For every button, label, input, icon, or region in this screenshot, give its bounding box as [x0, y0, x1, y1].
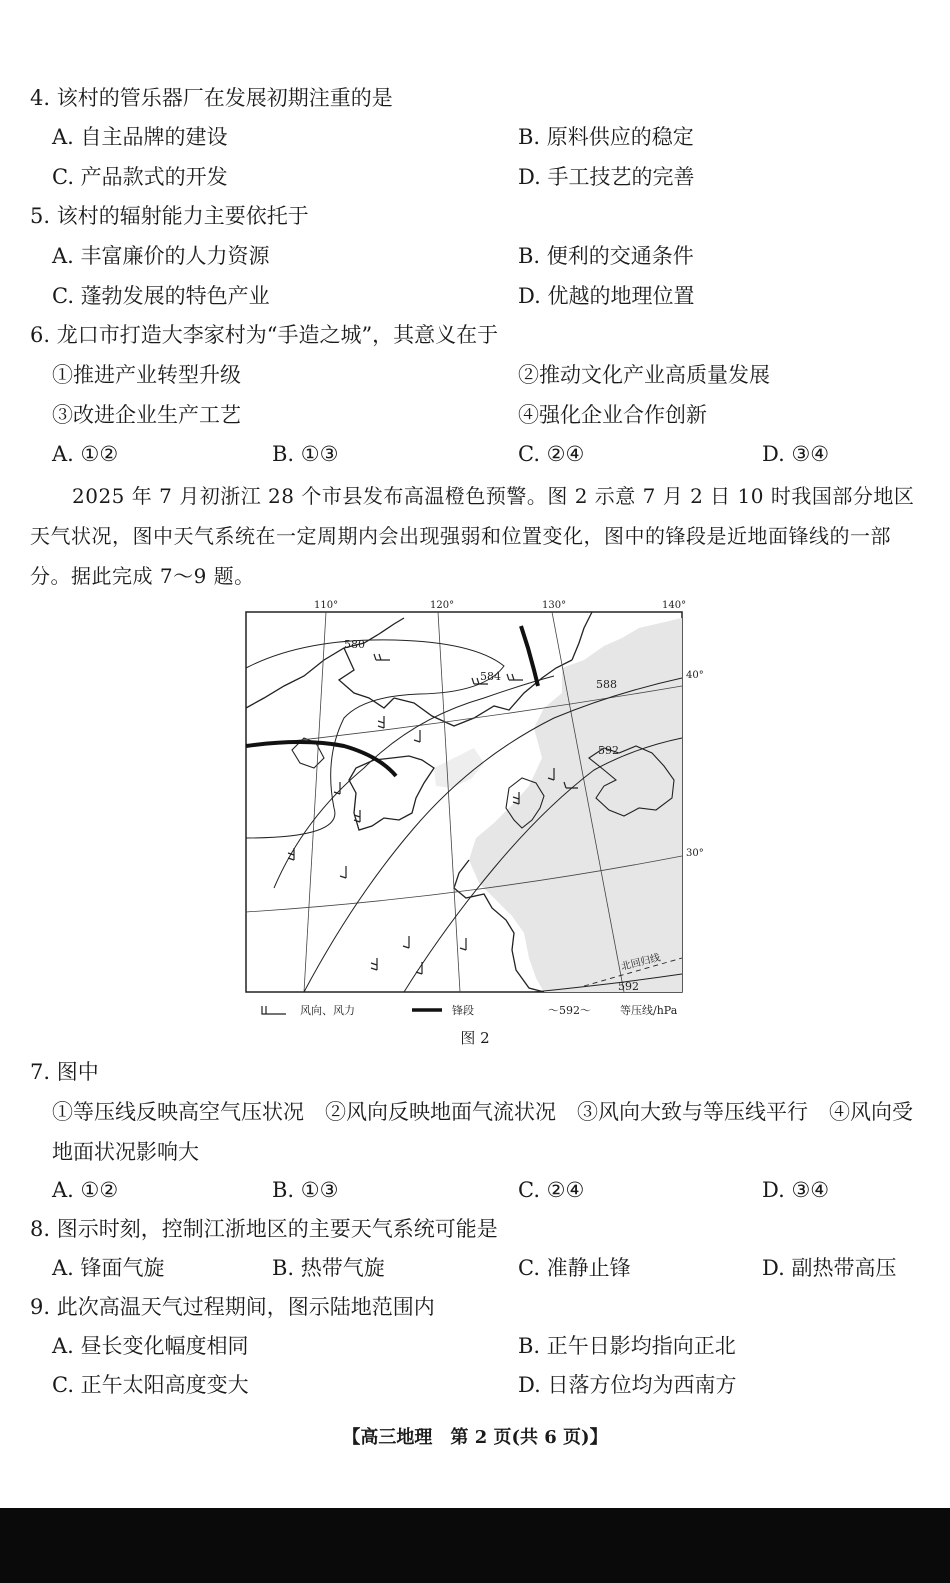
- q6-option-d: D. ③④: [762, 442, 830, 466]
- legend-wind-symbol: [262, 1006, 286, 1014]
- isobar-label: 580: [344, 638, 365, 651]
- weather-map-figure: [244, 598, 714, 1028]
- legend-isobar-label: 等压线/hPa: [620, 1004, 678, 1017]
- q7-option-d: D. ③④: [762, 1178, 830, 1202]
- map-legend: [262, 1003, 678, 1017]
- passage-body: 2025 年 7 月初浙江 28 个市县发布高温橙色预警。图 2 示意 7 月 2 日 10 时我国部分地区天气状况，图中天气系统在一定周期内会出现强弱和位置变化，图中的锋段是近地面锋线的一部分。据此完成 7～9 题。: [30, 484, 915, 588]
- weather-map: [244, 598, 714, 1028]
- q6-option-a: A. ①②: [52, 442, 119, 466]
- q5-option-a: A. 丰富廉价的人力资源: [52, 244, 270, 268]
- q6-option-c: C. ②④: [518, 442, 585, 466]
- scan-border: [0, 1508, 950, 1583]
- q8-stem: 8. 图示时刻，控制江浙地区的主要天气系统可能是: [30, 1217, 498, 1241]
- isobar-label: 592: [618, 980, 639, 993]
- q7-option-b: B. ①③: [272, 1178, 339, 1202]
- isobar-label: 592: [598, 744, 619, 757]
- q9-option-c: C. 正午太阳高度变大: [52, 1373, 249, 1397]
- q4-stem: 4. 该村的管乐器厂在发展初期注重的是: [30, 86, 393, 110]
- q6-item-1: ①推进产业转型升级: [52, 363, 241, 387]
- q9-option-b: B. 正午日影均指向正北: [518, 1334, 736, 1358]
- q4-option-b: B. 原料供应的稳定: [518, 125, 694, 149]
- q9-stem: 9. 此次高温天气过程期间，图示陆地范围内: [30, 1295, 435, 1319]
- page-footer: 【高三地理 第 2 页(共 6 页)】: [342, 1427, 608, 1448]
- legend-wind-label: 风向、风力: [300, 1004, 355, 1017]
- q4-option-c: C. 产品款式的开发: [52, 165, 228, 189]
- q7-option-c: C. ②④: [518, 1178, 585, 1202]
- lon-label: 140°: [662, 600, 687, 611]
- lat-label: 40°: [686, 670, 704, 681]
- tropic-label: 北回归线: [620, 952, 662, 973]
- figure-caption: 图 2: [460, 1029, 490, 1047]
- legend-front-label: 锋段: [452, 1004, 474, 1017]
- q7-option-a: A. ①②: [52, 1178, 119, 1202]
- lon-label: 120°: [430, 600, 455, 611]
- q6-stem: 6. 龙口市打造大李家村为“手造之城”，其意义在于: [30, 323, 499, 347]
- q8-option-d: D. 副热带高压: [762, 1256, 897, 1280]
- q6-option-b: B. ①③: [272, 442, 339, 466]
- q5-stem: 5. 该村的辐射能力主要依托于: [30, 204, 309, 228]
- passage-text: [30, 476, 930, 596]
- isobar-label: 588: [596, 678, 617, 691]
- q8-option-a: A. 锋面气旋: [52, 1256, 165, 1280]
- q7-items: ①等压线反映高空气压状况 ②风向反映地面气流状况 ③风向大致与等压线平行 ④风向受地面状况影响大: [52, 1100, 913, 1164]
- q6-item-4: ④强化企业合作创新: [518, 403, 707, 427]
- q9-option-a: A. 昼长变化幅度相同: [52, 1334, 249, 1358]
- isobar-label: 584: [480, 670, 501, 683]
- q4-option-a: A. 自主品牌的建设: [52, 125, 228, 149]
- q7-stem: 7. 图中: [30, 1060, 99, 1084]
- q8-option-c: C. 准静止锋: [518, 1256, 631, 1280]
- q5-option-d: D. 优越的地理位置: [518, 284, 695, 308]
- lat-label: 30°: [686, 848, 704, 859]
- lon-label: 130°: [542, 600, 567, 611]
- q4-option-d: D. 手工技艺的完善: [518, 165, 695, 189]
- legend-isobar-sample: ～592～: [548, 1004, 591, 1017]
- q5-option-b: B. 便利的交通条件: [518, 244, 694, 268]
- q9-option-d: D. 日落方位均为西南方: [518, 1373, 737, 1397]
- q8-option-b: B. 热带气旋: [272, 1256, 385, 1280]
- lon-label: 110°: [314, 600, 339, 611]
- q6-item-3: ③改进企业生产工艺: [52, 403, 241, 427]
- q5-option-c: C. 蓬勃发展的特色产业: [52, 284, 270, 308]
- q6-item-2: ②推动文化产业高质量发展: [518, 363, 770, 387]
